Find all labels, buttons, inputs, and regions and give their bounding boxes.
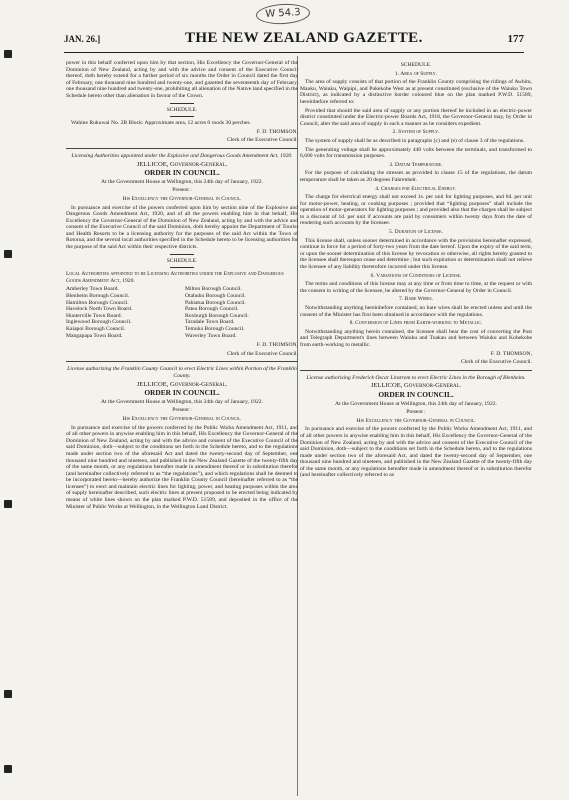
list-item: Patea Borough Council. (185, 306, 239, 313)
section-title: 4. Charges for Electrical Energy. (375, 185, 457, 192)
section-body: The area of supply consists of that portion of the Franklin County comprising the ridings of Awhitu, Mauku, Waiuku, Waipipi, and Pukekohe West as at present constituted (exclusive of the Waiuku Town District), as indicated by a distinctive border coloured blue on the plan marked P.W.D. 51589, hereinbefore referred to: (300, 79, 532, 105)
place-date: At the Government House at Wellington, this 24th day of January, 1922. (101, 398, 263, 405)
section-title: 7. Bare Wires. (399, 296, 433, 303)
section-title: 1. Area of Supply. (394, 70, 437, 77)
excellency-line: His Excellency the Governor-General in Council. (122, 415, 242, 422)
divider (170, 254, 194, 255)
list-item: Blenheim Borough Council. (66, 293, 130, 300)
section-title: 3. Datum Temperature. (389, 161, 443, 168)
schedule-heading: SCHEDULE. (166, 106, 198, 113)
section-body: The generating voltage shall be approximately 440 volts between the terminals, and transformed to 6,600 volts for transmission purposes. (300, 146, 532, 160)
list-item: Havelock North Town Board. (66, 306, 133, 313)
governor-line: JELLICOE, Governor-General. (136, 160, 228, 168)
signature-title: Clerk of the Executive Council. (227, 137, 298, 144)
notice-body: In pursuance and exercise of the powers conferred by the Public Works Amendment Act, 1911, and of all other powers in anywise enabling him in this behalf, His Excellency the Governor-General of the Dominion of New Zealand, acting by and with the advice and consent of the Executive Council of the said Dominion, doth—subject to the conditions set forth in the Schedule hereto, and to the regulations made under section two of the aforesaid Act, and dated the twenty-second day of September, one thousand nine hundred and nineteen, and published in the New Zealand Gazette of the twenty-fifth day of the same month, or any regulations hereafter made in amendment thereof or in substitution therefor (and hereinafter collectively referred to as (300, 426, 532, 479)
schedule-heading: SCHEDULE. (166, 257, 198, 264)
authorities-column-left (66, 286, 179, 339)
place-date: At the Government House at Wellington, this 24th day of January, 1922. (335, 400, 497, 407)
signature-name: F. D. THOMSON, (490, 350, 532, 357)
section-body: This license shall, unless sooner determined in accordance with the provisions hereinafter expressed, continue in force for a period of forty-two years from the date hereof. Upon the expiry of the said term, or upon the sooner determination of this license by revocation or otherwise, all rights hereby granted to the licensee shall thereupon cease and determine ; but such expiration or determination shall not relieve the licensee of any liability theretofore incurred under this license. (300, 237, 532, 271)
signature-name: F. D. THOMSON, (256, 128, 298, 135)
list-item: Hunterville Town Board. (66, 312, 122, 319)
binding-holes (4, 50, 14, 770)
notice-body: In pursuance and exercise of the powers conferred upon him by section nine of the Explosive and Dangerous Goods Amendment Act, 1920, and of all the powers enabling him in that behalf, His Excellency the Governor-General of the Dominion of New Zealand, acting by and with the advice and consent of the Executive Council of the said Dominion, doth hereby appoint the Department of Tourist and Health Resorts to be a licensing authority for the purposes of the said Act within the Town of Rotorua, and the several local authorities specified in the Schedule hereto to be licensing authorities for the purpose of the said Act within their respective districts. (66, 204, 298, 251)
list-item: Taradale Town Board. (185, 319, 235, 326)
signature-title: Clerk of the Executive Council. (461, 359, 532, 366)
order-heading: ORDER IN COUNCIL. (378, 389, 454, 399)
binding-hole (4, 50, 12, 58)
list-item: Hamilton Borough Council. (66, 299, 129, 306)
present-label: Present : (172, 187, 192, 194)
governor-line: JELLICOE, Governor-General. (370, 382, 462, 390)
list-item: Temuka Borough Council. (185, 326, 245, 332)
right-column (300, 60, 532, 795)
section-body: Notwithstanding anything herein contained, the licensee shall bear the cost of converting the Post and Telegraph Department's lines between Waiuku and Tuakau and between Waiuku and Kohekohe from earth-working to metallic. (300, 328, 532, 348)
section-body: Notwithstanding anything hereinbefore contained, no bare wires shall be erected unless and until the consent of the Minister has first been obtained in accordance with the regulations. (300, 305, 532, 318)
section-body: Provided that should the said area of supply or any portion thereof be included in an electric-power district constituted under the Electric-power Boards Act, 1918, the Governor-General may, by Order in Council, alter the said area of supply in such a manner as he considers expedient. (300, 107, 532, 127)
section-body: The system of supply shall be as described in paragraphs (c) and (e) of clause 3 of the regulations. (305, 137, 525, 144)
signature-name: F. D. THOMSON, (256, 342, 298, 349)
order-heading: ORDER IN COUNCIL. (144, 168, 220, 178)
list-item: Kaiapoi Borough Council. (66, 326, 126, 332)
intro-paragraph: power in this behalf conferred upon him by that section, His Excellency the Governor-General of the Dominion of New Zealand, acting by and with the advice and consent of the Executive Council thereof, doth hereby extend for a further period of six months the Order in Council dated the first day of February, one thousand nine hundred and twenty-one, and gazetted the seventeenth day of February, one thousand nine hundred and twenty-one, prohibiting all alienation of the Native land specified in the Schedule hereto other than alienation in favour of the Crown. (66, 60, 298, 99)
place-date: At the Government House at Wellington, this 24th day of January, 1922. (101, 178, 263, 185)
issue-date: JAN. 26.] (64, 34, 101, 44)
notice-body: In pursuance and exercise of the powers conferred by the Public Works Amendment Act, 1911, and of all other powers in anywise enabling him in this behalf, His Excellency the Governor-General of the Dominion of New Zealand, acting by and with the advice and consent of the Executive Council of the said Dominion, doth—subject to the conditions set forth in the Schedule hereto, and to the regulations made under section two of the aforesaid Act and dated the twenty-second day of September, one thousand nine hundred and nineteen, and published in the New Zealand Gazette of the twenty-fifth day of the same month, or any regulations hereafter made in amendment thereof or in substitution therefor (and hereinafter collectively referred to as “the regulations”), and which regulations shall be deemed to be incorporated herein—hereby authorize the Franklin County Council (hereinafter referred to as “the licensee”) to erect and maintain electric lines for lighting, power, and heating purposes within the area of supply hereinafter described, such electric lines at present proposed to be erected being indicated by means of white lines shown on the plan marked P.W.D. 51589, and deposited in the office of the Minister of Public Works at Wellington, in the Wellington Land District. (66, 424, 298, 510)
page-number: 177 (507, 33, 524, 45)
list-item: Inglewood Borough Council. (66, 319, 132, 326)
divider (170, 103, 194, 104)
authorities-list (66, 286, 298, 339)
list-item: Amberley Town Board. (66, 286, 119, 293)
schedule-heading: SCHEDULE. (400, 62, 432, 68)
schedule-text: Wahine Rukuwai No. 2B Block: Approximate area, 12 acres 0 roods 30 perches. (71, 120, 251, 127)
section-body: For the purpose of calculating the stresses as provided in clause 15 of the regulations, the datum temperature shall be taken as 20 degrees Fahrenheit. (300, 170, 532, 183)
gazette-title: THE NEW ZEALAND GAZETTE. (185, 30, 423, 46)
divider (66, 148, 298, 149)
section-title: 5. Duration of License. (389, 229, 443, 236)
list-item: Roxburgh Borough Council. (185, 312, 249, 319)
notice-caption: License authorizing Frederick Oscar Linstrom to erect Electric Lines in the Borough of Blenheim. (306, 374, 526, 381)
divider (170, 116, 194, 117)
list-item: Waverley Town Board. (185, 332, 237, 339)
present-label: Present : (406, 409, 426, 416)
section-body: The charge for electrical energy shall not exceed 1s. per unit for lighting purposes, and 6d. per unit for motor-power, heating, or cooking purposes ; provided that “lighting purposes” shall include the operation of motor-generators for lighting purposes ; and provided also that the charges shall be subject to a discount of 1d. per unit if accounts are paid by consumers within twenty days from the date of rendering such accounts by the licensee. (300, 194, 532, 227)
order-heading: ORDER IN COUNCIL. (144, 388, 220, 398)
divider (66, 361, 298, 362)
governor-line: JELLICOE, Governor-General. (136, 380, 228, 388)
section-title: 6. Variations of Conditions of License. (370, 272, 462, 279)
list-item: Milton Borough Council. (185, 286, 242, 293)
binding-hole (4, 500, 12, 508)
binding-hole (4, 250, 12, 258)
binding-hole (4, 765, 12, 773)
notice-caption: Licensing Authorities appointed under the Explosive and Dangerous Goods Amendment Act, 1920. (71, 152, 293, 159)
list-item: Otahuhu Borough Council. (185, 293, 246, 300)
running-head (64, 30, 524, 53)
notice-caption: License authorizing the Franklin County Council to erect Electric Lines within Portion of the Franklin County. (67, 366, 297, 379)
signature-title: Clerk of the Executive Council. (227, 350, 298, 357)
list-item: Pahiatua Borough Council. (185, 299, 246, 306)
section-title: 2. System of Supply. (392, 129, 440, 136)
present-label: Present : (172, 407, 192, 414)
list-item: Mangapapa Town Board. (66, 332, 123, 339)
excellency-line: His Excellency the Governor-General in Council. (122, 195, 242, 202)
section-body: The terms and conditions of this license may at any time or from time to time, at the request or with the consent in writing of the licensee, be altered by the Governor-General by Order in Council. (300, 281, 532, 294)
excellency-line: His Excellency the Governor-General in Council. (356, 417, 476, 424)
divider (170, 267, 194, 268)
left-column (66, 60, 298, 795)
section-title: 8. Conversion of Lines from Earth-working to Metallic. (349, 320, 483, 327)
binding-hole (4, 690, 12, 698)
authorities-column-right (185, 286, 298, 339)
schedule-subheading: Local Authorities appointed to be Licensing Authorities under the Explosive and Dangerous Goods Amendment Act, 1920. (66, 271, 284, 284)
divider (300, 370, 532, 371)
archive-stamp: W 54.3 (256, 3, 311, 26)
